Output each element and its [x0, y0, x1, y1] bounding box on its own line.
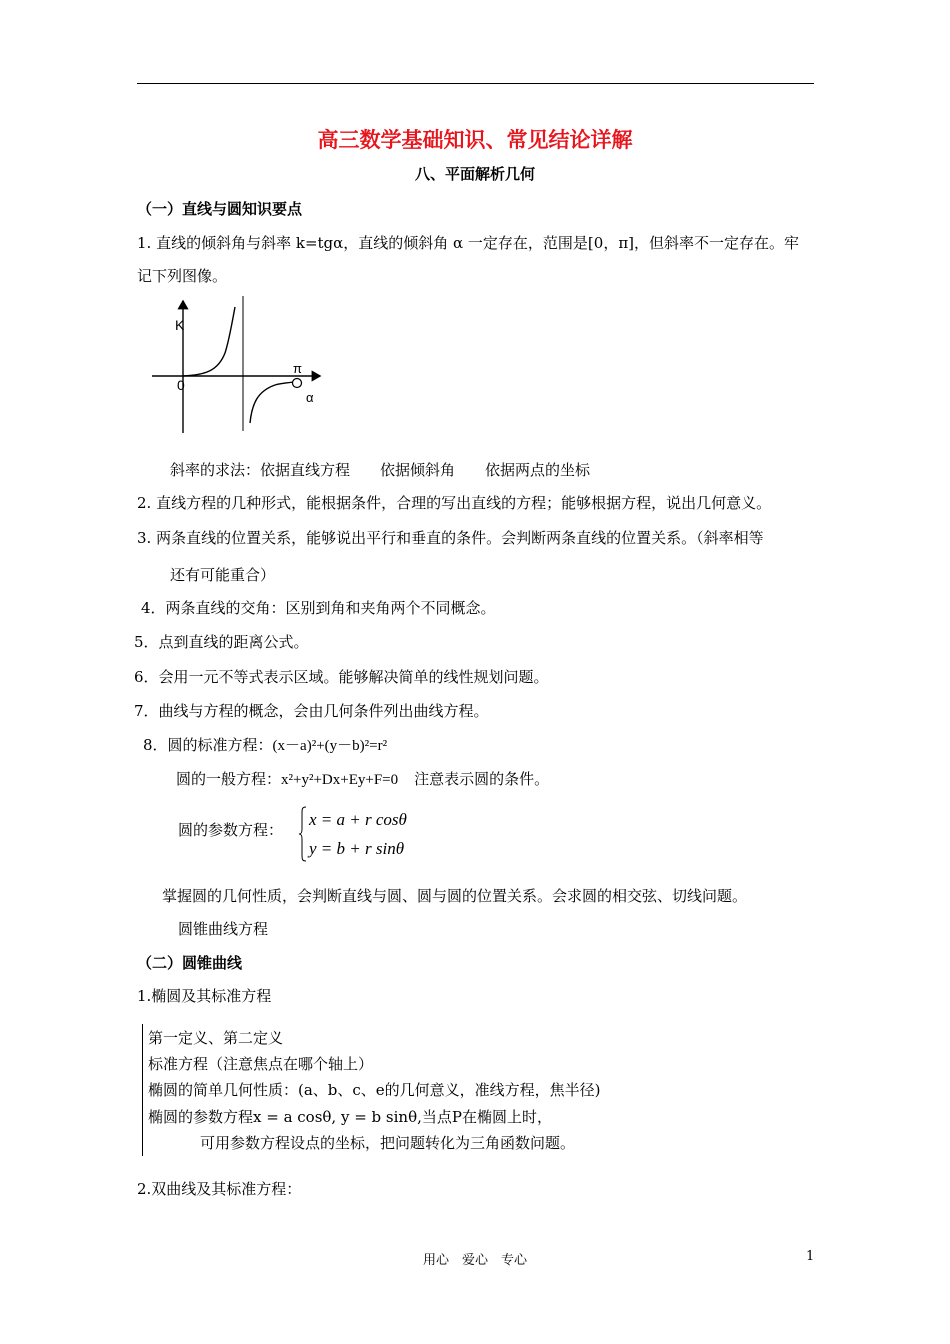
page-number: 1 [806, 1249, 815, 1264]
paragraph-3-line1: 3. 两条直线的位置关系，能够说出平行和垂直的条件。会判断两条直线的位置关系。（斜率相等 [137, 529, 764, 547]
circle-general-label: 圆的一般方程： [176, 770, 282, 788]
chapter-subtitle: 八、平面解析几何 [414, 165, 535, 183]
ellipse-brace [142, 1024, 143, 1156]
param-equation-y: y = b + r sinθ [309, 839, 405, 858]
ellipse-item-definitions: 第一定义、第二定义 [148, 1029, 284, 1047]
conic-heading-line: 圆锥曲线方程 [178, 920, 269, 938]
k-axis-label: K [175, 317, 185, 333]
paragraph-8-general [176, 768, 549, 789]
slope-graph-svg [140, 293, 340, 438]
circle-summary: 掌握圆的几何性质，会判断直线与圆、圆与圆的位置关系。会求圆的相交弦、切线问题。 [162, 887, 748, 905]
param-brace-svg [298, 806, 308, 862]
paragraph-3-line2: 还有可能重合） [170, 566, 276, 584]
pi-label: π [293, 361, 302, 376]
param-equation-x: x = a + r cosθ [309, 810, 407, 829]
paragraph-1-line1: 1. 直线的倾斜角与斜率 k=tgα，直线的倾斜角 α 一定存在，范围是[0，π]，但斜率不一定存在。牢 [137, 234, 800, 252]
ellipse-item-parametric-note: 可用参数方程设点的坐标，把问题转化为三角函数问题。 [200, 1134, 576, 1152]
curve-left-branch [183, 307, 235, 376]
paragraph-4: 4．两条直线的交角：区别到角和夹角两个不同概念。 [141, 599, 496, 617]
circle-standard-formula: (x－a)²+(y－b)²=r² [272, 738, 388, 754]
slope-methods: 斜率的求法：依据直线方程 依据倾斜角 依据两点的坐标 [170, 461, 591, 479]
origin-label: 0 [177, 377, 185, 393]
paragraph-1-line2: 记下列图像。 [137, 267, 228, 285]
ellipse-item-standard-eq: 标准方程（注意焦点在哪个轴上） [148, 1055, 374, 1073]
paragraph-7: 7．曲线与方程的概念，会由几何条件列出曲线方程。 [134, 702, 489, 720]
circle-general-formula: x²+y²+Dx+Ey+F=0 [281, 772, 399, 788]
circle-standard-label: 8．圆的标准方程： [143, 736, 273, 754]
footer-motto: 用心 爱心 专心 [422, 1253, 527, 1268]
header-rule [137, 83, 814, 84]
circle-general-note: 注意表示圆的条件。 [414, 770, 550, 788]
ellipse-item-parametric: 椭圆的参数方程x = a cosθ, y = b sinθ,当点P在椭圆上时， [148, 1108, 552, 1126]
open-endpoint-circle [293, 379, 302, 388]
curve-right-branch [250, 382, 293, 423]
hyperbola-heading: 2.双曲线及其标准方程： [137, 1180, 302, 1198]
section-heading-conics: （二）圆锥曲线 [137, 954, 243, 972]
param-brace [298, 806, 308, 862]
ellipse-item-properties: 椭圆的简单几何性质：(a、b、c、e的几何意义，准线方程，焦半径) [148, 1081, 601, 1099]
paragraph-6: 6．会用一元不等式表示区域。能够解决简单的线性规划问题。 [134, 668, 549, 686]
paragraph-5: 5．点到直线的距离公式。 [134, 633, 309, 651]
slope-graph-figure [140, 293, 340, 442]
document-title: 高三数学基础知识、常见结论详解 [317, 128, 633, 152]
alpha-label: α [306, 390, 314, 405]
circle-param-label: 圆的参数方程： [178, 821, 284, 839]
paragraph-2: 2. 直线方程的几种形式，能根据条件，合理的写出直线的方程；能够根据方程，说出几何意义。 [137, 494, 772, 512]
ellipse-heading: 1.椭圆及其标准方程 [137, 987, 272, 1005]
section-heading-lines-circles: （一）直线与圆知识要点 [137, 200, 303, 218]
paragraph-8-standard [143, 734, 387, 755]
